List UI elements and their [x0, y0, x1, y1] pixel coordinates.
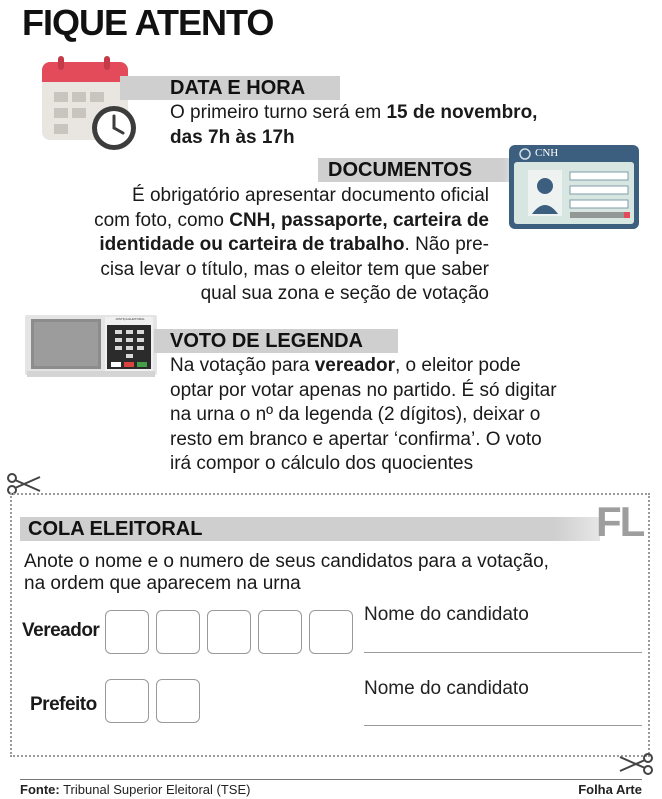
- voting-machine-icon: [25, 315, 157, 379]
- scissors-icon-bottom: [618, 752, 654, 776]
- vereador-name-label: Nome do candidato: [364, 604, 529, 625]
- digit-box[interactable]: [105, 679, 149, 723]
- vereador-label: Vereador: [22, 620, 100, 641]
- footer-credit: Folha Arte: [578, 782, 642, 797]
- folha-logo: FL: [596, 498, 644, 545]
- prefeito-label: Prefeito: [30, 694, 97, 715]
- digit-box[interactable]: [156, 610, 200, 654]
- calendar-clock-icon: [40, 56, 140, 152]
- vereador-name-field[interactable]: [364, 652, 642, 653]
- voto-legenda-heading: VOTO DE LEGENDA: [154, 329, 398, 353]
- digit-box[interactable]: [309, 610, 353, 654]
- voting-machine-label: JUSTIÇA ELEITORAL: [115, 317, 145, 321]
- cola-heading: COLA ELEITORAL: [20, 517, 600, 541]
- cnh-card-icon: [508, 144, 640, 230]
- digit-box[interactable]: [105, 610, 149, 654]
- digit-box[interactable]: [207, 610, 251, 654]
- digit-box[interactable]: [156, 679, 200, 723]
- page-title: FIQUE ATENTO: [22, 2, 274, 43]
- prefeito-name-field[interactable]: [364, 725, 642, 726]
- voto-legenda-text: Na votação para vereador, o eleitor pode optar por votar apenas no partido. É só digitar na urna o nº da legenda (2 dígitos), deixar o resto em branco e apertar ‘confirma’. O voto irá compor o cálculo dos quocientes: [170, 355, 557, 474]
- data-hora-heading: DATA E HORA: [120, 76, 340, 100]
- footer-divider: [20, 779, 642, 780]
- data-hora-text: O primeiro turno será em 15 de novembro, das 7h às 17h: [170, 102, 538, 148]
- cnh-card-label: CNH: [535, 147, 559, 159]
- documentos-text: É obrigatório apresentar documento oficial com foto, como CNH, passaporte, carteira de identidade ou carteira de trabalho. Não pre- cisa levar o título, mas o eleitor tem que saber qual sua zona e seção de votação: [94, 185, 489, 304]
- documentos-heading: DOCUMENTOS: [318, 158, 518, 182]
- prefeito-name-label: Nome do candidato: [364, 678, 529, 699]
- digit-box[interactable]: [258, 610, 302, 654]
- footer-source: Fonte: Tribunal Superior Eleitoral (TSE): [20, 782, 251, 797]
- cola-instructions: Anote o nome e o numero de seus candidatos para a votação, na ordem que aparecem na urna: [24, 551, 549, 594]
